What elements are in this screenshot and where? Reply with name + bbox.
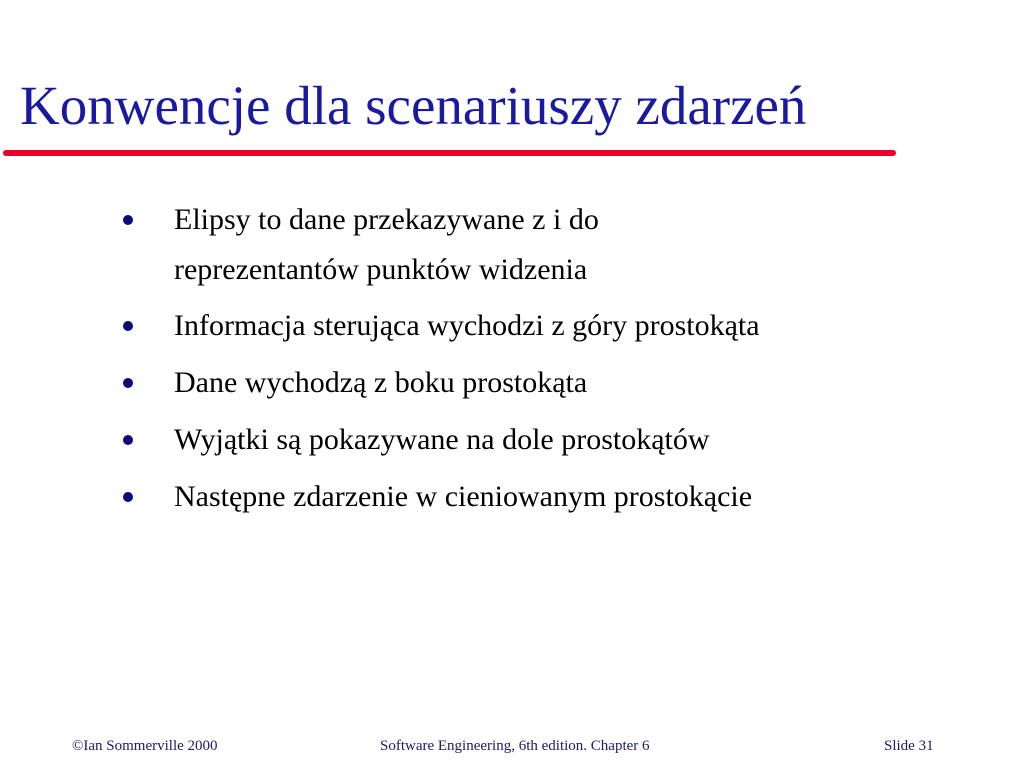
footer-copyright: ©Ian Sommerville 2000	[72, 738, 218, 754]
bullet-dot-icon	[123, 492, 133, 502]
bullet-text: Następne zdarzenie w cieniowanym prostokącie	[174, 480, 753, 513]
footer-slide-number: Slide 31	[884, 738, 934, 754]
bullet-dot-icon	[123, 215, 133, 225]
bullet-text-line: Elipsy to dane przekazywane z i do	[174, 203, 599, 236]
bullet-dot-icon	[123, 321, 133, 331]
footer-book-title: Software Engineering, 6th edition. Chapter 6	[380, 738, 650, 754]
bullet-text	[174, 195, 984, 295]
bullet-text: Informacja sterująca wychodzi z góry prostokąta	[174, 309, 760, 342]
slide-title: Konwencje dla scenariuszy zdarzeń	[20, 75, 807, 136]
bullet-text: Dane wychodzą z boku prostokąta	[174, 366, 588, 399]
bullet-dot-icon	[123, 378, 133, 388]
bullet-text: Wyjątki są pokazywane na dole prostokątów	[174, 423, 710, 456]
bullet-text-line: reprezentantów punktów widzenia	[174, 253, 588, 286]
bullet-dot-icon	[123, 435, 133, 445]
